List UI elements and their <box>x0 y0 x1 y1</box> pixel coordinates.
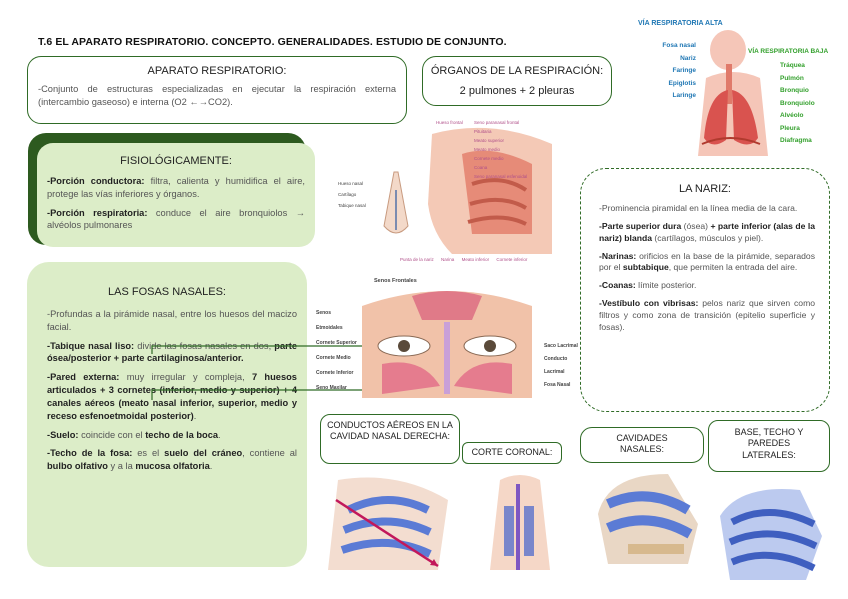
fisio-p1-bold: -Porción conductora: <box>47 176 145 186</box>
nariz-p4-b1: -Coanas: <box>599 280 636 291</box>
face-label-7: Conducto Lacrimal <box>544 356 568 375</box>
corte-label-box <box>462 442 562 464</box>
nariz-box <box>580 168 830 412</box>
fisio-box <box>37 143 315 247</box>
nariz-p3-t2: , que permiten la entrada del aire. <box>668 262 798 273</box>
aparato-heading: APARATO RESPIRATORIO: <box>147 65 287 77</box>
fosas-p3-t2: . <box>193 410 197 421</box>
aparato-text: -Conjunto de estructuras especializadas en ejecutar la respiración externa (intercambio gaseoso) e interna (O2 ←→CO2). <box>38 84 396 107</box>
face-label-4: Cornete Inferior <box>316 370 354 376</box>
conductos-label: CONDUCTOS AÉREOS EN LA CAVIDAD NASAL DERECHA: <box>327 420 453 442</box>
face-right-labels <box>544 340 582 392</box>
sag-label-11: Punta de la nariz <box>400 257 434 262</box>
cavidades-label: CAVIDADES NASALES: <box>616 433 668 455</box>
nariz-p5-t1: pelos nariz que sirven como filtros y como zona de transición (epitelio superficie y fosas). <box>599 298 816 332</box>
resp-right-labels <box>780 60 815 148</box>
base-label: BASE, TECHO Y PAREDES LATERALES: <box>734 427 804 460</box>
fosas-p4-b1: -Suelo: <box>47 429 79 440</box>
corte-illustration <box>470 470 570 580</box>
respiratory-diagram <box>628 20 838 160</box>
sag-label-1: Seno paranasal frontal <box>474 120 520 125</box>
fosas-p5-t4: . <box>209 461 213 472</box>
nariz-p2-b2: + parte inferior (alas de la nariz) blanda <box>599 220 816 243</box>
sag-label-2: Pituitaria <box>474 129 492 134</box>
organos-box <box>422 56 612 106</box>
conductos-illustration <box>318 470 458 580</box>
base-illustration <box>710 476 830 586</box>
cavidades-illustration <box>588 464 708 574</box>
label-alta: VÍA RESPIRATORIA ALTA <box>638 20 723 27</box>
face-label-3: Cornete Medio <box>316 355 351 361</box>
fisio-body <box>37 167 315 232</box>
resp-right-0: Tráquea <box>780 62 805 69</box>
fosas-p3-t1: muy irregular y compleja, <box>119 372 252 383</box>
face-label-8: Fosa Nasal <box>544 382 571 388</box>
base-label-box <box>708 420 830 472</box>
sag-label-5: Cornete medio <box>474 156 504 161</box>
sagittal-bottom-labels <box>400 256 527 264</box>
fosas-p2-b1: -Tabique nasal liso: <box>47 340 135 351</box>
fosas-heading: LAS FOSAS NASALES: <box>108 286 226 298</box>
face-left-labels <box>316 306 358 396</box>
nariz-p5-b1: -Vestíbulo con vibrisas: <box>599 298 699 309</box>
sagittal-left-labels <box>338 178 366 211</box>
resp-left-2: Faringe <box>672 67 696 74</box>
fosas-p5-t1: es el <box>132 448 165 459</box>
fosas-p5-t2: , contiene al <box>242 448 297 459</box>
resp-right-5: Pleura <box>780 124 800 132</box>
organos-text: 2 pulmones + 2 pleuras <box>459 85 575 97</box>
face-label-2: Cornete Superior <box>316 340 357 346</box>
cavidades-label-box <box>580 427 704 463</box>
nariz-body <box>581 195 829 334</box>
face-label-6: Saco Lacrimal <box>544 343 578 349</box>
resp-left-4: Laringe <box>672 92 696 99</box>
fosas-p3-b2: 7 huesos articulados + 3 cornetes (inferior, medio y superior) + 4 canales aéreos (meato nasal inferior, superior, medio y receso esfenoetmoidal posterior) <box>47 372 297 421</box>
fosas-p3-b1: -Pared externa: <box>47 372 120 383</box>
fosas-p5-b1: -Techo de la fosa: <box>47 448 133 459</box>
nariz-p3-t1: orificios en la base de la pirámide, separados por el <box>599 250 815 273</box>
nose-front-illustration <box>380 170 412 240</box>
fosas-p4-t2: . <box>218 429 221 440</box>
fosas-p2-b2: parte ósea/posterior + parte cartilaginosa/anterior. <box>47 340 297 364</box>
resp-right-6: Diafragma <box>780 137 812 144</box>
nariz-p4-t1: límite posterior. <box>635 280 697 291</box>
torso-illustration <box>688 28 778 158</box>
fosas-p5-t3: y a la <box>107 461 136 472</box>
fosas-p2-t1: divide las fosas nasales en dos, <box>134 340 275 351</box>
resp-left-3: Epiglotis <box>668 79 696 87</box>
nariz-heading: LA NARIZ: <box>679 183 731 195</box>
face-diagram <box>312 278 582 403</box>
fisio-p2-bold: -Porción respiratoria: <box>47 207 148 218</box>
sagittal-top-labels <box>436 118 463 127</box>
resp-right-3: Bronquiolo <box>780 99 815 107</box>
face-illustration <box>352 286 542 398</box>
resp-left-0: Fosa nasal <box>662 42 696 49</box>
resp-right-1: Pulmón <box>780 74 804 82</box>
fisio-heading: FISIOLÓGICAMENTE: <box>120 155 232 167</box>
sagittal-right-labels <box>474 118 527 181</box>
nariz-p3-b2: subtabique <box>622 262 669 273</box>
nariz-p2-b1: -Parte superior dura <box>599 220 682 231</box>
nariz-p2-t1: (ósea) <box>681 220 711 231</box>
nariz-p2-t2: (cartílagos, músculos y piel). <box>652 232 764 243</box>
sag-label-6: Coana <box>474 165 488 170</box>
nariz-p3-b1: -Narinas: <box>599 250 637 261</box>
sag-label-12: Narina <box>441 257 455 262</box>
fosas-p5-b3: bulbo olfativo <box>47 461 108 472</box>
corte-label: CORTE CORONAL: <box>471 447 553 457</box>
resp-right-4: Alvéolo <box>780 112 804 119</box>
face-label-1: Senos Etmoidales <box>316 310 343 331</box>
label-baja: VÍA RESPIRATORIA BAJA <box>748 48 829 55</box>
conductos-label-box <box>320 414 460 464</box>
sagittal-diagram <box>338 118 570 278</box>
face-label-5: Seno Maxilar <box>316 385 347 391</box>
sag-label-14: Cornete inferior <box>496 257 528 262</box>
sag-label-4: Meato medio <box>474 147 501 152</box>
sag-label-7: Seno paranasal esfenoidal <box>474 174 528 179</box>
fosas-p4-b2: techo de la boca <box>145 429 219 440</box>
sag-label-9: Cartílago <box>338 192 357 197</box>
sag-label-8: Hueso nasal <box>338 181 364 186</box>
fosas-p4-t1: coincide con el <box>78 429 146 440</box>
fosas-p1: -Profundas a la pirámide nasal, entre los huesos del macizo facial. <box>47 309 297 332</box>
sag-label-10: Tabique nasal <box>338 203 366 208</box>
nariz-p1: -Prominencia piramidal en la línea media de la cara. <box>599 203 798 213</box>
fisio-p1-text: filtra, calienta y humidifica el aire, protege las vías inferiores y órganos. <box>47 176 305 199</box>
resp-right-2: Bronquio <box>780 87 809 94</box>
sag-label-3: Meato superior <box>474 138 505 143</box>
face-label-0: Senos Frontales <box>374 278 417 284</box>
fosas-p5-b4: mucosa olfatoria <box>135 461 210 472</box>
fosas-box <box>27 262 307 567</box>
aparato-box <box>27 56 407 124</box>
sag-label-0: Hueso frontal <box>436 120 463 125</box>
fosas-p5-b2: suelo del cráneo <box>164 448 243 459</box>
fisio-p2-text: conduce el aire bronquiolos → alvéolos pulmonares <box>47 207 305 231</box>
sag-label-13: Meato inferior <box>461 257 490 262</box>
organos-heading: ÓRGANOS DE LA RESPIRACIÓN: <box>430 65 604 77</box>
resp-left-1: Nariz <box>680 54 696 62</box>
page-title: T.6 EL APARATO RESPIRATORIO. CONCEPTO. GENERALIDADES. ESTUDIO DE CONJUNTO. <box>38 36 507 48</box>
